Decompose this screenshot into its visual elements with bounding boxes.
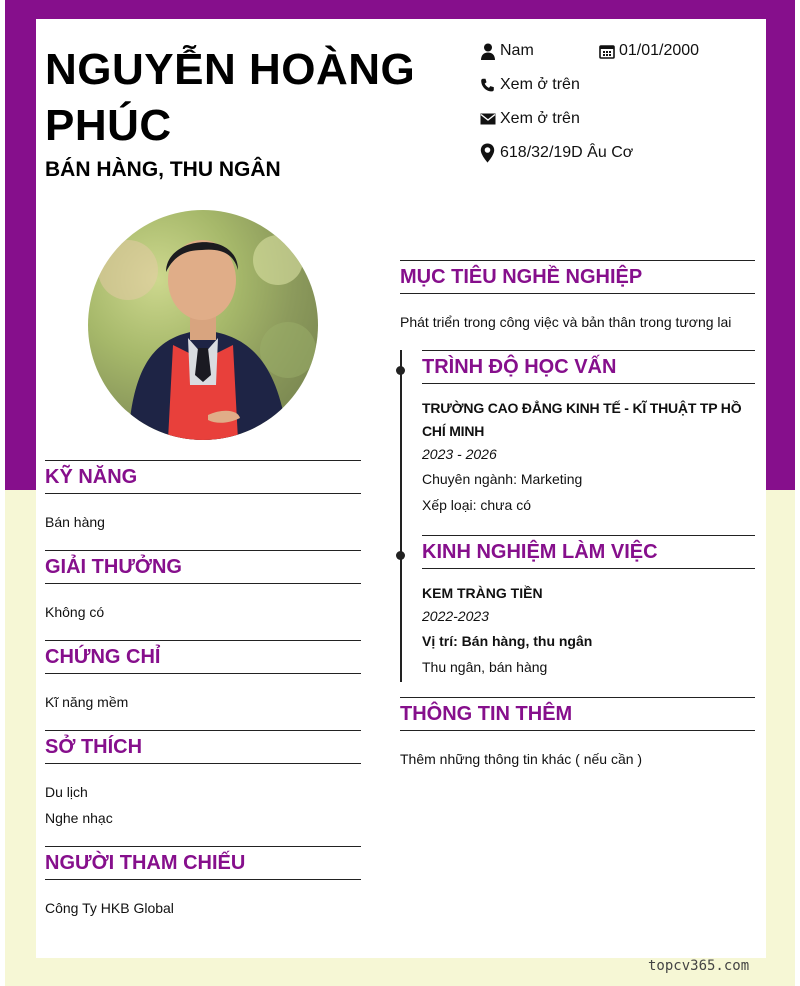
extra-title: THÔNG TIN THÊM bbox=[400, 697, 755, 731]
reference-item: Công Ty HKB Global bbox=[45, 900, 174, 916]
address-text: 618/32/19D Âu Cơ bbox=[500, 144, 634, 161]
references-title: NGƯỜI THAM CHIẾU bbox=[45, 846, 361, 880]
references-section bbox=[45, 846, 361, 921]
contact-phone bbox=[480, 74, 580, 96]
calendar-icon bbox=[599, 42, 617, 60]
award-item: Không có bbox=[45, 604, 105, 620]
experience-title: KINH NGHIỆM LÀM VIỆC bbox=[422, 535, 755, 569]
mail-icon bbox=[480, 110, 498, 128]
education-section bbox=[422, 350, 755, 518]
gender-text: Nam bbox=[500, 42, 534, 59]
timeline-dot bbox=[396, 366, 405, 375]
user-icon bbox=[480, 42, 498, 60]
profile-photo bbox=[88, 210, 318, 440]
extra-text: Thêm những thông tin khác ( nếu cần ) bbox=[400, 751, 643, 767]
skills-title: KỸ NĂNG bbox=[45, 460, 361, 494]
education-major: Chuyên ngành: Marketing bbox=[422, 471, 583, 487]
phone-icon bbox=[480, 76, 498, 94]
awards-title: GIẢI THƯỞNG bbox=[45, 550, 361, 584]
certificates-section bbox=[45, 640, 361, 715]
contact-birthday bbox=[599, 40, 699, 62]
timeline-line bbox=[400, 350, 402, 682]
awards-section bbox=[45, 550, 361, 625]
hobbies-title: SỞ THÍCH bbox=[45, 730, 361, 764]
experience-section bbox=[422, 535, 755, 680]
experience-description: Thu ngân, bán hàng bbox=[422, 659, 548, 675]
job-title: BÁN HÀNG, THU NGÂN bbox=[45, 158, 281, 181]
email-text: Xem ở trên bbox=[500, 110, 580, 127]
timeline-dot bbox=[396, 551, 405, 560]
objective-text: Phát triển trong công việc và bản thân trong tương lai bbox=[400, 314, 732, 330]
hobby-item: Du lịch bbox=[45, 784, 88, 800]
education-period: 2023 - 2026 bbox=[422, 446, 497, 462]
objective-title: MỤC TIÊU NGHỀ NGHIỆP bbox=[400, 260, 755, 294]
experience-period: 2022-2023 bbox=[422, 608, 489, 624]
certificate-item: Kĩ năng mềm bbox=[45, 694, 129, 710]
contact-gender bbox=[480, 40, 534, 62]
birthday-text: 01/01/2000 bbox=[619, 42, 700, 59]
experience-position: Vị trí: Bán hàng, thu ngân bbox=[422, 633, 593, 649]
certificates-title: CHỨNG CHỈ bbox=[45, 640, 361, 674]
extra-section bbox=[400, 697, 755, 772]
candidate-name: NGUYỄN HOÀNG PHÚC bbox=[45, 45, 416, 150]
education-title: TRÌNH ĐỘ HỌC VẤN bbox=[422, 350, 755, 384]
watermark: topcv365.com bbox=[648, 958, 750, 974]
school-name: TRƯỜNG CAO ĐẲNG KINH TẾ - KĨ THUẬT TP HỒ CHÍ MINH bbox=[422, 400, 742, 439]
skills-section bbox=[45, 460, 361, 535]
location-pin-icon bbox=[480, 144, 498, 162]
objective-section bbox=[400, 260, 755, 335]
company-name: KEM TRÀNG TIỀN bbox=[422, 585, 543, 601]
skill-item: Bán hàng bbox=[45, 514, 105, 530]
education-rank: Xếp loại: chưa có bbox=[422, 497, 531, 513]
contact-email bbox=[480, 108, 580, 130]
contact-address bbox=[480, 142, 633, 164]
hobbies-section bbox=[45, 730, 361, 831]
phone-text: Xem ở trên bbox=[500, 76, 580, 93]
hobby-item: Nghe nhạc bbox=[45, 810, 113, 826]
